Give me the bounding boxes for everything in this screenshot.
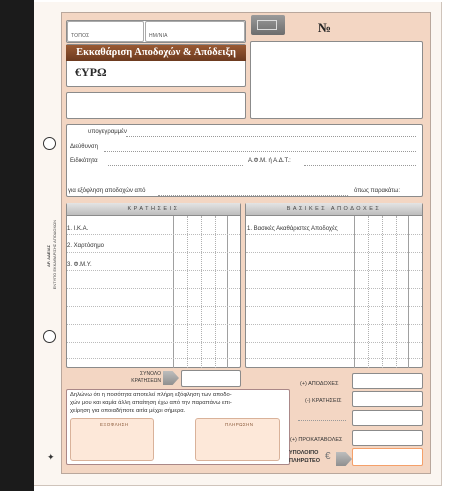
afm-label: Α.Φ.Μ. ή Α.Δ.Τ.: [248, 158, 291, 164]
binding-strip [0, 0, 34, 491]
deductions-header: ΚΡΑΤΗΣΕΙΣ [67, 203, 240, 216]
logo-icon: ✦ [47, 452, 55, 462]
address-line[interactable] [104, 151, 416, 152]
summary-earnings-field[interactable] [352, 373, 423, 389]
earnings-amount-divider [354, 216, 355, 368]
deduction-item-2: 2. Χαρτόσημο [67, 243, 105, 249]
summary-advance-field[interactable] [352, 430, 423, 446]
specialty-line[interactable] [108, 165, 243, 166]
earnings-header: ΒΑΣΙΚΕΣ ΑΠΟΔΟΧΕΣ [246, 203, 422, 216]
number-label: № [318, 20, 332, 35]
deduction-item-1: 1. Ι.Κ.Α. [67, 226, 89, 232]
declaration-line-1: Δηλώνω ότι η ποσότητα αποτελεί πλήρη εξόφληση των αποδο- [70, 392, 232, 398]
punch-hole-bottom [43, 330, 56, 343]
balance-label-1: ΥΠΟΛΟΙΠΟ [289, 450, 319, 456]
recipient-box[interactable] [250, 41, 423, 119]
signature-right-label: ΠΛΗΡΩΣΗΝ [225, 422, 254, 427]
summary-deductions-label: (-) ΚΡΑΤΗΣΕΙΣ [305, 398, 342, 404]
deduction-item-3: 3. Φ.Μ.Υ. [67, 262, 92, 268]
earning-item-1: 1. Βασικές Ακαθάριστες Αποδοχές [247, 226, 338, 232]
summary-subtotal-field[interactable] [352, 410, 423, 426]
stamp-box[interactable] [66, 92, 246, 119]
balance-currency: € [325, 451, 331, 462]
signed-line[interactable] [126, 136, 416, 137]
summary-deductions-field[interactable] [352, 391, 423, 407]
date-label: ΗΜ/ΝΙΑ [149, 33, 168, 39]
settlement-line[interactable] [158, 195, 348, 196]
specialty-label: Ειδικότητα [70, 158, 98, 164]
summary-earnings-label: (+) ΑΠΟΔΟΧΕΣ [300, 381, 339, 387]
punch-hole-top [43, 137, 56, 150]
number-tab [251, 15, 285, 35]
side-print-code: ΑΡ. ΑΔΕΙΑΣ [46, 245, 51, 267]
deductions-amount-divider [173, 216, 174, 368]
afm-line[interactable] [304, 165, 416, 166]
balance-label-2: ΠΛΗΡΩΤΕΟ [289, 458, 320, 464]
as-follows-label: όπως παρακάτω: [354, 188, 400, 194]
side-caption: ΕΝΤΥΠΟ ΕΚΚΑΘΑΡΙΣΗΣ ΑΠΟΔΟΧΩΝ [52, 220, 57, 290]
declaration-line-2: χών μου και καμία άλλη απαίτηση έχω από την παραπάνω επι- [70, 400, 232, 406]
declaration-line-3: χείρηση για οποιαδήποτε αιτία μέχρι σήμερα. [70, 408, 186, 414]
signature-left-label: ΕΞΟΦΛΗΣΗ [100, 422, 129, 427]
settlement-label: για εξόφληση αποδοχών από [68, 188, 146, 194]
balance-field[interactable] [352, 448, 423, 466]
place-label: ΤΟΠΟΣ [71, 33, 90, 39]
summary-advance-label: (+) ΠΡΟΚΑΤΑΒΟΛΕΣ [290, 437, 343, 443]
signed-label: υπογεγραμμέν [88, 129, 127, 135]
total-deductions-label-2: ΚΡΑΤΗΣΕΩΝ [131, 378, 161, 384]
total-deductions-field[interactable] [181, 370, 241, 387]
total-deductions-label-1: ΣΥΝΟΛΟ [140, 371, 161, 377]
currency-label: €ΥΡΩ [75, 65, 107, 79]
form-title: Εκκαθάριση Αποδοχών & Απόδειξη Πληρωμής [66, 45, 246, 61]
address-label: Διεύθυνση [70, 144, 98, 150]
